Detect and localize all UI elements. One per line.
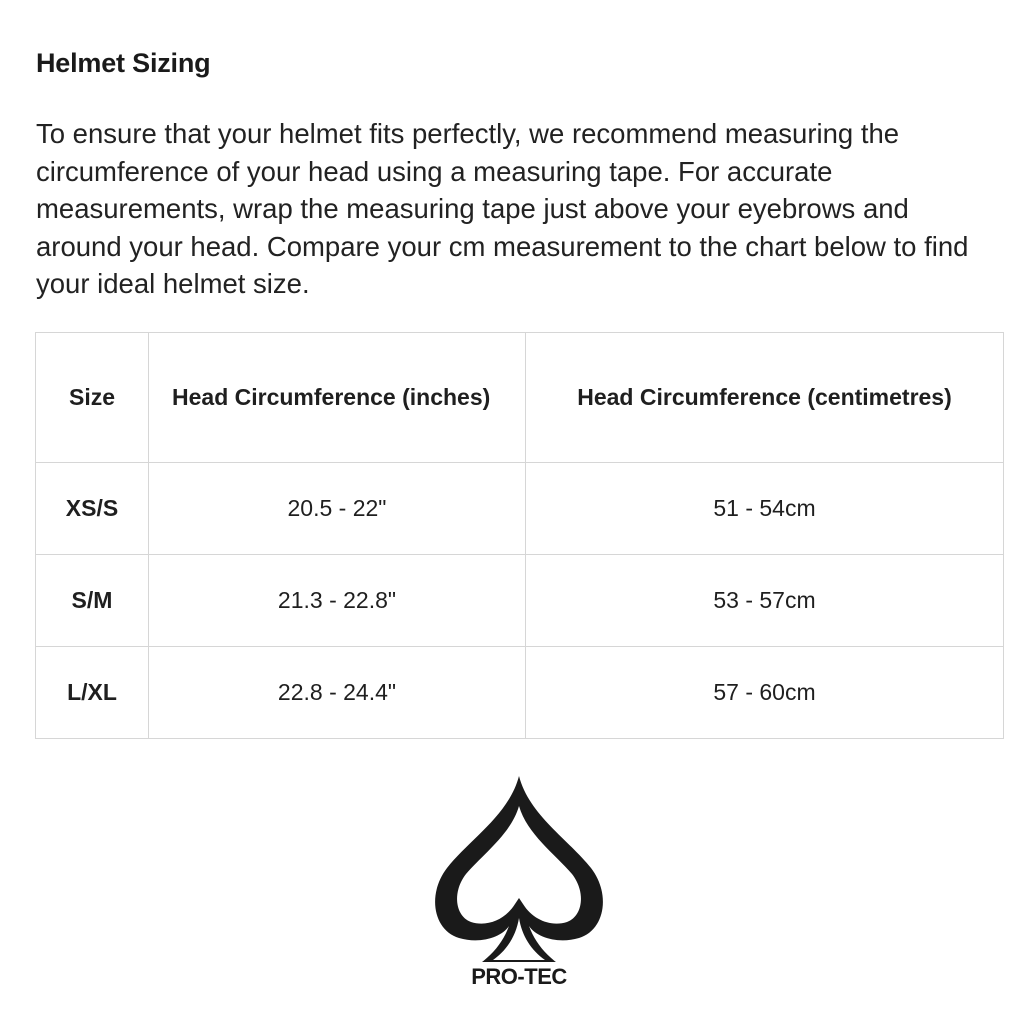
cell-centimetres: 53 - 57cm: [526, 555, 1004, 647]
table-row: [36, 555, 1004, 647]
header-centimetres: Head Circumference (centimetres): [526, 333, 1004, 463]
cell-inches: 21.3 - 22.8": [149, 555, 526, 647]
logo-wordmark: PRO-TEC: [471, 964, 567, 989]
cell-inches: 22.8 - 24.4": [149, 647, 526, 739]
table-row: [36, 463, 1004, 555]
table-row: [36, 647, 1004, 739]
spade-icon: [429, 770, 609, 990]
size-chart-table: [35, 332, 1004, 739]
cell-inches: 20.5 - 22": [149, 463, 526, 555]
intro-paragraph: To ensure that your helmet fits perfectly, we recommend measuring the circumference of your head using a measuring tape. For accurate measurements, wrap the measuring tape just above your eyebrows and around your head. Compare your cm measurement to the chart below to find your ideal helmet size.: [36, 118, 969, 300]
cell-size: XS/S: [36, 463, 149, 555]
cell-size: L/XL: [36, 647, 149, 739]
page-title: Helmet Sizing: [36, 48, 211, 78]
header-size: Size: [36, 333, 149, 463]
header-inches: Head Circumference (inches): [149, 333, 526, 463]
cell-size: S/M: [36, 555, 149, 647]
protec-logo: [429, 770, 609, 990]
table-header-row: [36, 333, 1004, 463]
cell-centimetres: 57 - 60cm: [526, 647, 1004, 739]
cell-centimetres: 51 - 54cm: [526, 463, 1004, 555]
